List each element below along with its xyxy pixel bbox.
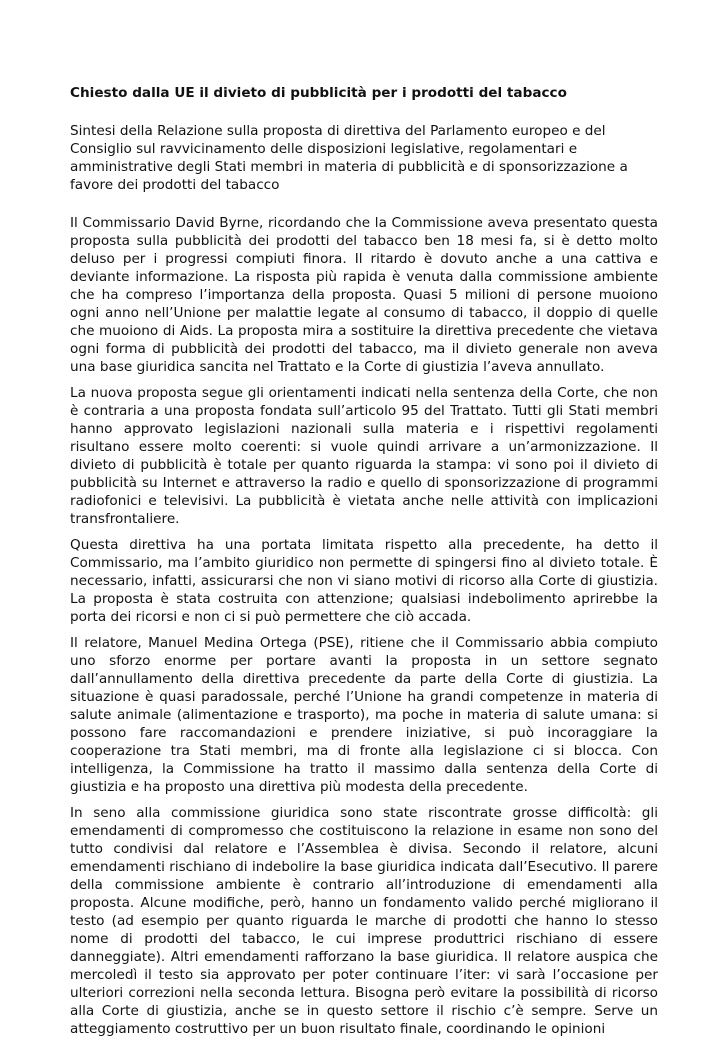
paragraph: La nuova proposta segue gli orientamenti indicati nella sentenza della Corte, che non è contraria a una proposta fondata sull’articolo 95 del Trattato. Tutti gli Stati membri hanno approvato legislazioni nazionali sulla materia e i rispettivi regolamenti risultano essere molto coerenti: si vuole quindi arrivare a un’armonizzazione. Il divieto di pubblicità è totale per quanto riguarda la stampa: vi sono poi il divieto di pubblicità su Internet e attraverso la radio e quello di sponsorizzazione di programmi radiofonici e televisivi. La pubblicità è vietata anche nelle attività con implicazioni transfrontaliere. <box>70 385 658 527</box>
paragraph: Il relatore, Manuel Medina Ortega (PSE), ritiene che il Commissario abbia compiuto uno sforzo enorme per portare avanti la proposta in un settore segnato dall’annullamento della direttiva precedente da parte della Corte di giustizia. La situazione è quasi paradossale, perché l’Unione ha grandi competenze in materia di salute animale (alimentazione e trasporto), ma poche in materia di salute umana: si possono fare raccomandazioni e prendere iniziative, si può incoraggiare la cooperazione tra Stati membri, ma di fronte alla legislazione ci si blocca. Con intelligenza, la Commissione ha tratto il massimo dalla sentenza della Corte di giustizia e ha proposto una direttiva più modesta della precedente. <box>70 635 658 795</box>
paragraph: In seno alla commissione giuridica sono state riscontrate grosse difficoltà: gli emendamenti di compromesso che costituiscono la relazione in esame non sono del tutto condivisi dal relatore e l’Assemblea è divisa. Secondo il relatore, alcuni emendamenti rischiano di indebolire la base giuridica indicata dall’Esecutivo. Il parere della commissione ambiente è contrario all’introduzione di emendamenti alla proposta. Alcune modifiche, però, hanno un fondamento valido perché migliorano il testo (ad esempio per quanto riguarda le marche di prodotti che hanno lo stesso nome di prodotti del tabacco, le cui imprese produttrici rischiano di essere danneggiate). Altri emendamenti rafforzano la base giuridica. Il relatore auspica che mercoledì il testo sia approvato per poter continuare l’iter: vi sarà l’occasione per ulteriori correzioni nella seconda lettura. Bisogna però evitare la possibilità di ricorso alla Corte di giustizia, anche se in questo settore il rischio c’è sempre. Serve un atteggiamento costruttivo per un buon risultato finale, coordinando le opinioni <box>70 805 658 1037</box>
document-page <box>70 84 658 1046</box>
paragraph: Il Commissario David Byrne, ricordando che la Commissione aveva presentato questa proposta sulla pubblicità dei prodotti del tabacco ben 18 mesi fa, si è detto molto deluso per i progressi compiuti finora. Il ritardo è dovuto anche a una cattiva e deviante informazione. La risposta più rapida è venuta dalla commissione ambiente che ha compreso l’importanza della proposta. Quasi 5 milioni di persone muoiono ogni anno nell’Unione per malattie legate al consumo di tabacco, il doppio di quelle che muoiono di Aids. La proposta mira a sostituire la direttiva precedente che vietava ogni forma di pubblicità dei prodotti del tabacco, ma il divieto generale non aveva una base giuridica sancita nel Trattato e la Corte di giustizia l’aveva annullato. <box>70 215 658 375</box>
paragraph: Questa direttiva ha una portata limitata rispetto alla precedente, ha detto il Commissario, ma l’ambito giuridico non permette di spingersi fino al divieto totale. È necessario, infatti, assicurarsi che non vi siano motivi di ricorso alla Corte di giustizia. La proposta è stata costruita con attenzione; qualsiasi indebolimento aprirebbe la porta dei ricorsi e non ci si può permettere che ciò accada. <box>70 537 658 625</box>
document-summary: Sintesi della Relazione sulla proposta di direttiva del Parlamento europeo e del Consiglio sul ravvicinamento delle disposizioni legislative, regolamentari e amministrative degli Stati membri in materia di pubblicità e di sponsorizzazione a favore dei prodotti del tabacco <box>70 123 628 193</box>
document-title: Chiesto dalla UE il divieto di pubblicità per i prodotti del tabacco <box>70 85 567 101</box>
